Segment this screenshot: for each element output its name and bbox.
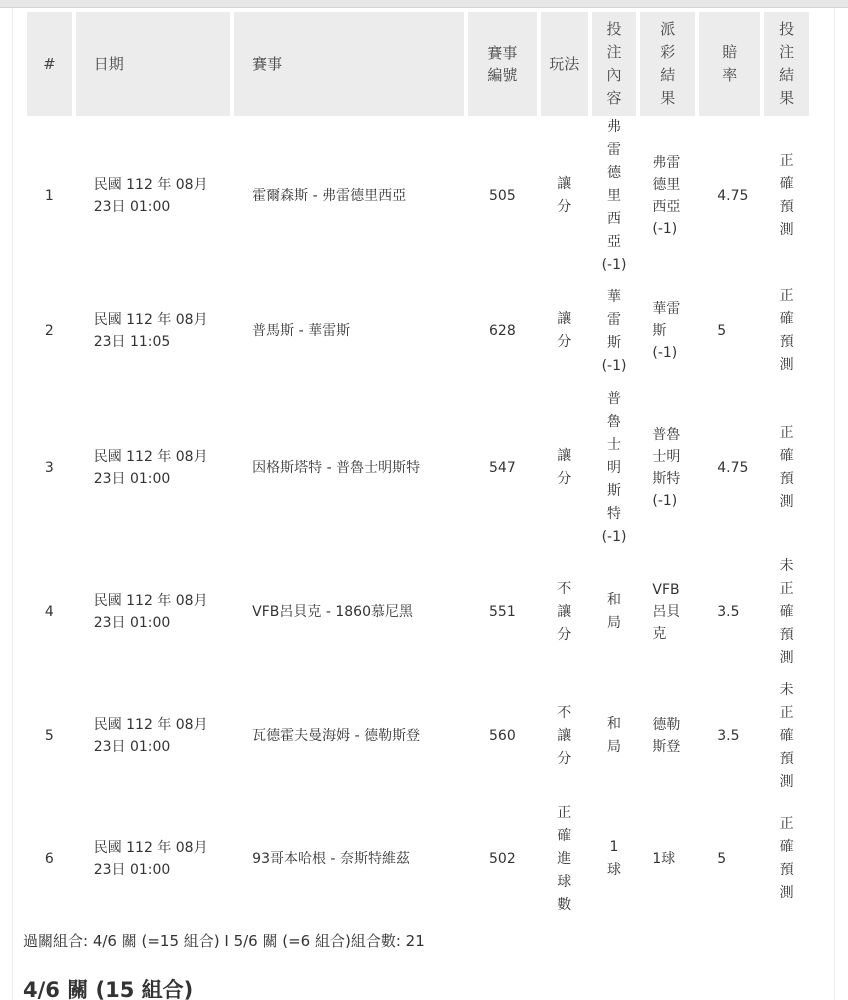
row-date (76, 116, 230, 276)
row-match: 因格斯塔特 - 普魯士明斯特 (252, 460, 421, 476)
row-date-line1: 民國 112 年 08月 (93, 593, 208, 609)
row-bet-content-tail: (-1) (601, 257, 627, 273)
row-bet-content-text: 和局 (607, 592, 622, 631)
header-bet-content (592, 12, 637, 116)
row-date-line1: 民國 112 年 08月 (93, 449, 208, 465)
row-index: 6 (44, 851, 54, 867)
row-bet-content-text: 和局 (607, 716, 622, 755)
row-index: 1 (44, 188, 54, 204)
row-bet-outcome-text: 正確預測 (779, 153, 794, 238)
row-date (76, 386, 230, 550)
section-title: 4/6 關 (15 組合) (23, 978, 194, 1000)
row-bet-outcome-text: 未正確預測 (779, 681, 794, 790)
row-bet-content-tail: (-1) (601, 357, 627, 374)
row-odds: 4.75 (717, 460, 749, 476)
row-payout-result (640, 386, 695, 550)
header-date: 日期 (76, 12, 230, 116)
row-bet-outcome-text: 正確預測 (779, 816, 794, 901)
row-match-number: 628 (489, 323, 516, 339)
row-play-type-text: 讓分 (557, 448, 572, 487)
row-odds: 5 (717, 323, 727, 339)
row-date-line1: 民國 112 年 08月 (93, 840, 208, 856)
row-date (76, 798, 230, 920)
row-date (76, 674, 230, 798)
table-row (27, 386, 809, 550)
row-play-type-text: 正確進球數 (557, 804, 572, 913)
row-match: 瓦德霍夫曼海姆 - 德勒斯登 (252, 728, 421, 744)
header-bet-outcome-label: 投注結果 (779, 20, 795, 107)
row-index: 5 (44, 728, 54, 744)
row-date-line1: 民國 112 年 08月 (93, 312, 208, 328)
row-date-line2: 23日 01:00 (93, 615, 171, 631)
row-play-type (541, 116, 588, 276)
row-bet-content (592, 386, 637, 550)
row-bet-outcome-text: 正確預測 (779, 288, 794, 373)
row-date-line1: 民國 112 年 08月 (93, 177, 208, 193)
header-match: 賽事 (234, 12, 464, 116)
row-date-line2: 23日 01:00 (93, 199, 171, 215)
header-odds (699, 12, 760, 116)
header-match-number (468, 12, 537, 116)
row-payout-result-text: 華雷斯 (652, 301, 681, 339)
row-bet-content-text: 弗雷德里西亞 (607, 119, 622, 250)
table-row (27, 798, 809, 920)
table-header-row (27, 12, 809, 116)
row-bet-outcome (764, 674, 809, 798)
row-payout-result-text: VFB呂貝克 (652, 582, 681, 642)
row-play-type (541, 386, 588, 550)
table-body (27, 116, 809, 920)
row-bet-content-text: 1球 (607, 839, 622, 878)
row-bet-content (592, 116, 637, 276)
row-odds: 5 (717, 851, 727, 867)
row-date-line2: 23日 11:05 (93, 334, 171, 350)
row-payout-result (640, 276, 695, 386)
table-row (27, 550, 809, 674)
row-bet-content-text: 華雷斯 (607, 288, 622, 351)
header-bet-content-label: 投注內容 (606, 20, 622, 107)
row-index: 2 (44, 323, 54, 339)
table-row (27, 116, 809, 276)
row-payout-result-tail: (-1) (652, 345, 678, 361)
row-payout-result (640, 674, 695, 798)
row-match: 霍爾森斯 - 弗雷德里西亞 (252, 188, 407, 204)
row-bet-content-tail: (-1) (601, 529, 627, 545)
header-play-type-label: 玩法 (549, 54, 580, 73)
row-odds: 3.5 (717, 728, 740, 744)
row-payout-result (640, 798, 695, 920)
row-payout-result (640, 550, 695, 674)
parlay-summary: 過關組合: 4/6 關 (=15 組合) I 5/6 關 (=6 組合)組合數: 21 (23, 932, 425, 950)
row-bet-outcome (764, 116, 809, 276)
row-play-type-text: 不讓分 (557, 704, 572, 767)
row-payout-result (640, 116, 695, 276)
row-payout-result-text: 弗雷德里西亞 (652, 155, 681, 215)
row-play-type (541, 674, 588, 798)
row-match: 普馬斯 - 華雷斯 (252, 323, 351, 339)
header-bet-outcome (764, 12, 809, 116)
row-odds: 3.5 (717, 604, 740, 620)
row-bet-outcome-text: 正確預測 (779, 425, 794, 510)
row-bet-content (592, 550, 637, 674)
row-bet-outcome (764, 550, 809, 674)
row-bet-outcome-text: 未正確預測 (779, 557, 794, 666)
header-index: # (27, 12, 72, 116)
header-match-number-label: 賽事編號 (487, 44, 518, 84)
header-odds-label: 賠率 (722, 43, 738, 84)
row-bet-outcome (764, 276, 809, 386)
header-play-type (541, 12, 588, 116)
row-match: 93哥本哈根 - 奈斯特維茲 (252, 851, 410, 867)
row-match-number: 502 (489, 851, 516, 867)
row-date-line1: 民國 112 年 08月 (93, 717, 208, 733)
row-payout-result-tail: (-1) (652, 221, 678, 237)
row-bet-content-text: 普魯士明斯特 (607, 391, 622, 522)
row-bet-outcome (764, 798, 809, 920)
table-row (27, 674, 809, 798)
row-match-number: 560 (489, 728, 516, 744)
row-index: 4 (44, 604, 54, 620)
row-date-line2: 23日 01:00 (93, 862, 171, 878)
row-match-number: 551 (489, 604, 516, 620)
row-payout-result-tail: (-1) (652, 493, 678, 509)
row-payout-result-text: 德勒斯登 (652, 717, 681, 755)
row-play-type (541, 276, 588, 386)
bet-detail-table (23, 12, 813, 920)
table-row (27, 276, 809, 386)
row-odds: 4.75 (717, 188, 749, 204)
header-payout-result (640, 12, 695, 116)
row-match-number: 547 (489, 460, 516, 476)
row-bet-content (592, 276, 637, 386)
header-payout-result-label: 派彩結果 (660, 20, 676, 107)
row-index: 3 (44, 460, 54, 476)
row-play-type-text: 讓分 (557, 311, 572, 350)
row-payout-result-text: 1球 (652, 851, 676, 867)
row-play-type (541, 550, 588, 674)
row-payout-result-text: 普魯士明斯特 (652, 427, 681, 487)
row-bet-outcome (764, 386, 809, 550)
row-play-type (541, 798, 588, 920)
top-scroll-edge (0, 0, 848, 8)
row-bet-content (592, 798, 637, 920)
row-date (76, 550, 230, 674)
row-date (76, 276, 230, 386)
row-date-line2: 23日 01:00 (93, 471, 171, 487)
row-play-type-text: 讓分 (557, 176, 572, 215)
row-match-number: 505 (489, 188, 516, 204)
row-date-line2: 23日 01:00 (93, 739, 171, 755)
row-play-type-text: 不讓分 (557, 580, 572, 643)
content-panel (12, 8, 835, 1000)
row-match: VFB呂貝克 - 1860慕尼黑 (252, 604, 413, 620)
row-bet-content (592, 674, 637, 798)
